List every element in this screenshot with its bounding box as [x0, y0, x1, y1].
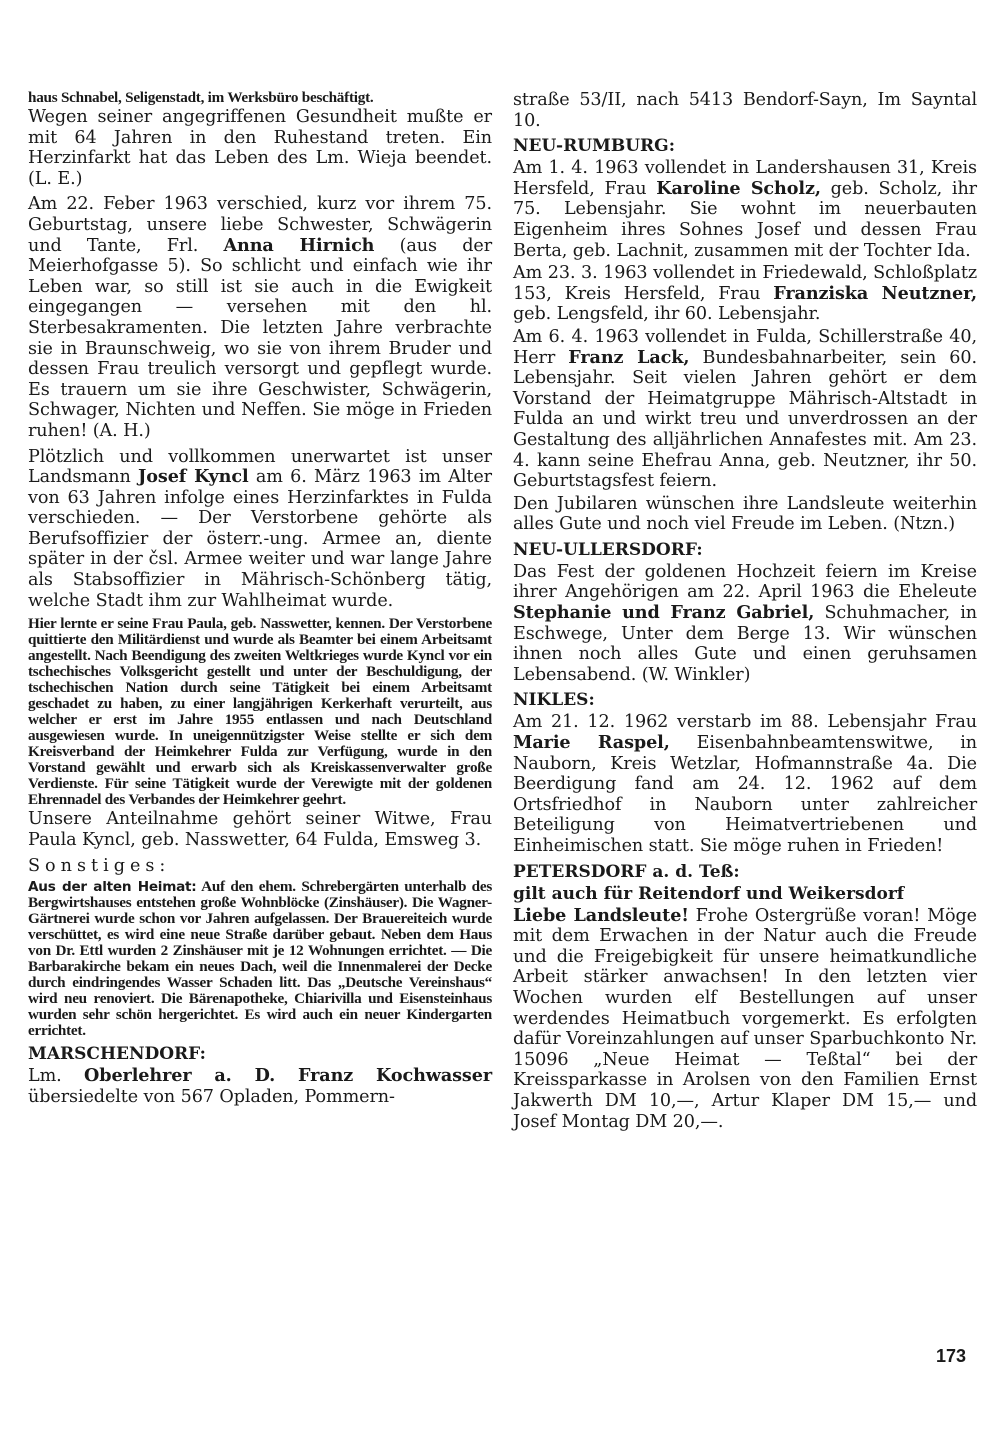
- person-name: Karoline Scholz,: [656, 177, 821, 199]
- obituary-hirnich: [28, 194, 492, 441]
- text: Am 6. 4. 1963 vollendet in Fulda, Schillerstraße 40, Herr: [513, 326, 977, 368]
- heading-petersdorf: PETERSDORF a. d. Teß:: [513, 861, 740, 882]
- birthday-neutzner: [513, 263, 977, 325]
- petersdorf-paragraph: [513, 906, 977, 1133]
- left-column: [28, 90, 492, 1113]
- text: geb. Scholz, ihr 75. Lebensjahr. Sie wohnt im neuerbauten Eigenheim ihres Sohnes Josef und dessen Frau Berta, geb. Lachnit, zusammen mit der Tochter Ida.: [513, 178, 977, 261]
- golden-wedding-gabriel: [513, 562, 977, 686]
- text: Am 22. Feber 1963 verschied, kurz vor ihrem 75. Geburtstag, unsere liebe Schwester, Schwägerin und Tante, Frl.: [28, 194, 492, 256]
- obituary-wieja: Wegen seiner angegriffenen Gesundheit mußte er mit 64 Jahren in den Ruhestand treten. Ein Herzinfarkt hat das Leben des Lm. Wieja beendet. (L. E.): [28, 107, 492, 189]
- text: Am 23. 3. 1963 vollendet in Friedewald, Schloßplatz 153, Kreis Hersfeld, Frau: [513, 263, 977, 304]
- text: geb. Lengsfeld, ihr 60. Lebensjahr.: [513, 304, 821, 325]
- section-heading-sonstiges: Sonstiges:: [28, 856, 171, 877]
- person-name: Franziska Neutzner,: [773, 282, 977, 304]
- right-column: [513, 90, 977, 1137]
- heading-marschendorf: MARSCHENDORF:: [28, 1044, 206, 1065]
- text: Das Fest der goldenen Hochzeit feiern im Kreise ihrer Angehörigen am 22. April 1963 die Eheleute: [513, 561, 977, 603]
- text: Eisenbahnbeamtenswitwe, in Nauborn, Kreis Wetzlar, Hofmannstraße 4a. Die Beerdigung fand am 24. 12. 1962 auf dem Ortsfriedhof in Nauborn unter zahlreicher Beteiligung von Heimatvertriebenen und Einheimischen statt. Sie möge ruhen in Frieden!: [513, 733, 978, 856]
- obituary-kyncl: [28, 447, 492, 612]
- person-name: Marie Raspel,: [513, 732, 670, 754]
- text: Frohe Ostergrüße voran! Möge mit dem Erwachen in der Natur auch die Freude und die Freigebigkeit für unsere heimatkundliche Arbeit stärker anwachsen! In den letzten vier Wochen wurden elf Bestellungen auf unser werdendes Heimatbuch vorgemerkt. Es erfolgten dafür Voreinzahlungen auf unser Sparbuchkonto Nr. 15096 „Neue Heimat — Teßtal“ bei der Kreissparkasse in Arolsen von den Familien Ernst Jakwerth DM 10,—, Artur Klaper DM 15,— und Josef Montag DM 20,—.: [513, 905, 977, 1132]
- birthday-lack: [513, 327, 977, 492]
- text: Lm.: [28, 1066, 85, 1087]
- person-name: Josef Kyncl: [138, 466, 249, 488]
- text: am 6. März 1963 im Alter von 63 Jahren infolge eines Herzinfarktes in Fulda verschieden. — Der Verstorbene gehörte als Berufsoffizier der österr.-ung. Armee an, diente später in der čsl. Armee weiter und war lange Jahre als Stabsoffizier in Mährisch-Schönberg tätig, welche Stadt ihm zur Wahlheimat wurde.: [28, 467, 492, 611]
- birthday-scholz: [513, 158, 977, 261]
- text: Schuhmacher, in Eschwege, Unter dem Berge 13. Wir wünschen ihnen noch alles Gute und einen geruhsamen Lebensabend. (W. Winkler): [513, 603, 977, 685]
- greetings-paragraph: Den Jubilaren wünschen ihre Landsleute weiterhin alles Gute und noch viel Freude im Leben. (Ntzn.): [513, 493, 977, 535]
- subheading-petersdorf: gilt auch für Reitendorf und Weikersdorf: [513, 883, 905, 904]
- person-name: Stephanie und Franz Gabriel,: [513, 602, 815, 624]
- text: Auf den ehem. Schrebergärten unterhalb des Bergwirtshauses entstehen große Wohnblöcke (Zinshäuser). Die Wagner-Gärtnerei wurde schon vor Jahren aufgelassen. Der Brauereiteich wurde verschüttet, es wird eine neue Straße darüber gebaut. Neben dem Haus von Dr. Ettl wurden 2 Zinshäuser mit je 12 Wohnungen errichtet. — Die Barbarakirche bekam ein neues Dach, weil die Innenmalerei der Decke durch eindringendes Wasser Schaden litt. Das „Deutsche Vereinshaus“ wird neu renoviert. Die Bärenapotheke, Chiarivilla und Eisensteinhaus wurden sehr schön hergerichtet. Es wird auch ein neuer Kindergarten errichtet.: [28, 878, 492, 1040]
- text: übersiedelte von 567 Opladen, Pommern-: [28, 1087, 395, 1108]
- heading-neu-rumburg: NEU-RUMBURG:: [513, 136, 675, 157]
- obituary-raspel: [513, 712, 977, 856]
- text: Bundesbahnarbeiter, sein 60. Lebensjahr. Seit vielen Jahren gehört er dem Vorstand der Heimatgruppe Mährisch-Altstadt in Fulda an und wirkt treu und unverdrossen an der Gestaltung des alljährlichen Annafestes mit. Am 23. 4. kann seine Ehefrau Anna, geb. Neutzner, ihr 50. Geburtstagsfest feiern.: [513, 347, 977, 492]
- news-kochwasser: [28, 1066, 492, 1107]
- lead-label: Liebe Landsleute!: [513, 904, 689, 926]
- person-name: Anna Hirnich: [223, 234, 375, 256]
- continued-paragraph: straße 53/II, nach 5413 Bendorf-Sayn, Im Sayntal 10.: [513, 90, 977, 131]
- continued-paragraph: haus Schnabel, Seligenstadt, im Werksbüro beschäftigt.: [28, 89, 374, 106]
- text: (aus der Meierhofgasse 5). So schlicht und einfach wie ihr Leben war, so still ist sie auch in die Ewigkeit eingegangen — versehen mit den hl. Sterbesakramenten. Die letzten Jahre verbrachte sie in Braunschweig, wo sie von ihrem Bruder und dessen Frau treulich versorgt und gepflegt wurde. Es trauern um sie ihre Geschwister, Schwägerin, Schwager, Nichten und Neffen. Sie möge in Frieden ruhen! (A. H.): [28, 235, 492, 441]
- text: Am 21. 12. 1962 verstarb im 88. Lebensjahr Frau: [513, 712, 977, 733]
- condolence-paragraph: Unsere Anteilnahme gehört seiner Witwe, Frau Paula Kyncl, geb. Nasswetter, 64 Fulda, Emsweg 3.: [28, 809, 492, 850]
- heading-neu-ullersdorf: NEU-ULLERSDORF:: [513, 539, 703, 560]
- obituary-kyncl-detail: Hier lernte er seine Frau Paula, geb. Nasswetter, kennen. Der Verstorbene quittierte den Militärdienst und wurde als Beamter bei einem Arbeitsamt angestellt. Nach Beendigung des zweiten Weltkrieges wurde Kyncl vor ein tschechisches Volksgericht gestellt und unter der Beschuldigung, der tschechischen Nation durch seine Tätigkeit bei einem Arbeitsamt geschadet zu haben, zu einer langjährigen Kerkerhaft verurteilt, aus welcher er erst im Jahre 1955 entlassen und nach Deutschland ausgewiesen wurde. In uneigennützigster Weise stellte er sich dem Kreisverband der Heimkehrer Fulda zur Verfügung, wurde in den Vorstand gewählt und erwarb sich als Kreiskassenverwalter große Verdienste. Für seine Tätigkeit wurde der Verewigte mit der goldenen Ehrennadel des Verbandes der Heimkehrer geehrt.: [28, 615, 492, 809]
- text: Am 1. 4. 1963 vollendet in Landershausen 31, Kreis Hersfeld, Frau: [513, 158, 977, 199]
- person-name: Franz Lack,: [568, 346, 690, 368]
- text: Plötzlich und vollkommen unerwartet ist unser Landsmann: [28, 446, 492, 488]
- page-number: 173: [936, 1346, 967, 1366]
- lead-label: Aus der alten Heimat:: [28, 879, 197, 896]
- news-alte-heimat: [28, 879, 492, 1039]
- heading-nikles: NIKLES:: [513, 690, 595, 711]
- person-name: Oberlehrer a. D. Franz Kochwasser: [84, 1065, 492, 1087]
